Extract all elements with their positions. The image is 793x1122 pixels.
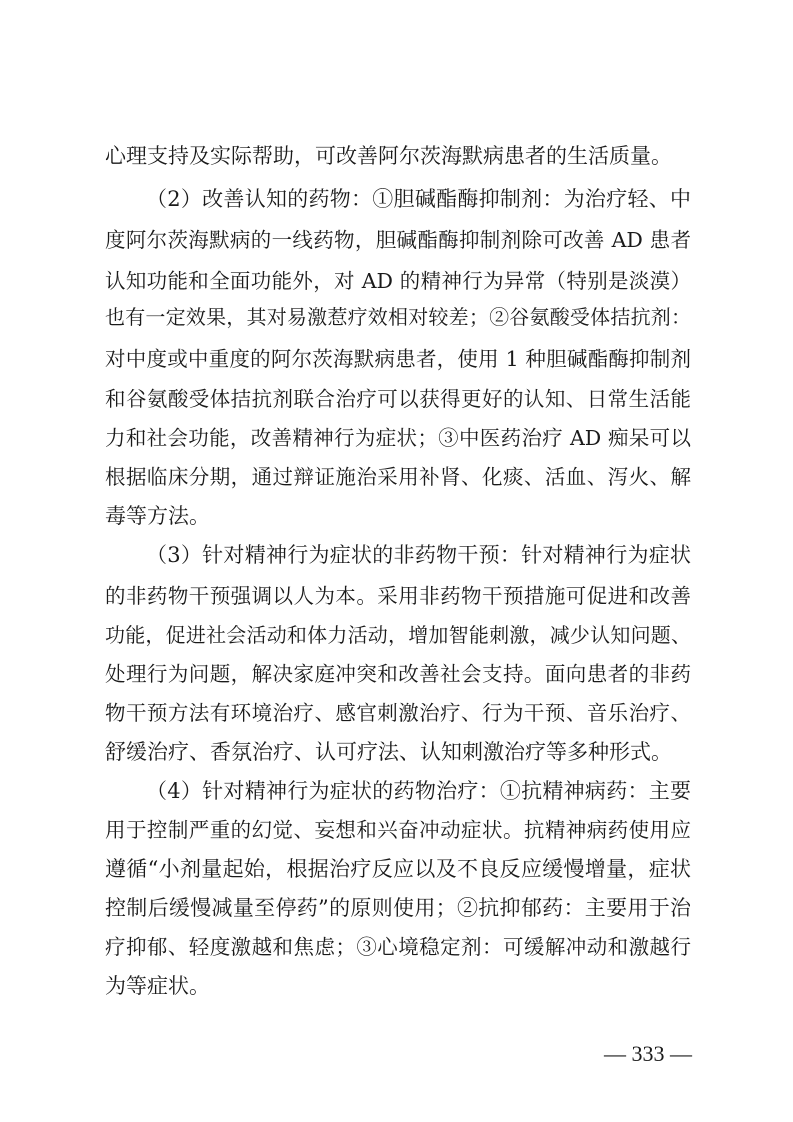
text-line: 认知功能和全面功能外，对 AD 的精神行为异常（特别是淡漠） xyxy=(105,269,691,293)
text-line: 为等症状。 xyxy=(105,974,210,998)
text-line: 功能，促进社会活动和体力活动，增加智能刺激，减少认知问题、 xyxy=(105,623,691,647)
text-line: 心理支持及实际帮助，可改善阿尔茨海默病患者的生活质量。 xyxy=(105,144,672,168)
text-line: 毒等方法。 xyxy=(105,504,210,528)
text-line: 力和社会功能，改善精神行为症状；③中医药治疗 AD 痴呆可以 xyxy=(105,426,691,450)
text-line: 用于控制严重的幻觉、妄想和兴奋冲动症状。抗精神病药使用应 xyxy=(105,818,691,842)
text-line: 和谷氨酸受体拮抗剂联合治疗可以获得更好的认知、日常生活能 xyxy=(105,387,691,411)
text-line: 也有一定效果，其对易激惹疗效相对较差；②谷氨酸受体拮抗剂： xyxy=(105,305,691,329)
text-line: 度阿尔茨海默病的一线药物，胆碱酯酶抑制剂除可改善 AD 患者 xyxy=(105,228,691,252)
text-line: 物干预方法有环境治疗、感官刺激治疗、行为干预、音乐治疗、 xyxy=(105,701,691,725)
text-line: （2）改善认知的药物：①胆碱酯酶抑制剂：为治疗轻、中 xyxy=(146,187,691,211)
text-line: 的非药物干预强调以人为本。采用非药物干预措施可促进和改善 xyxy=(105,584,691,608)
page-number: — 333 — xyxy=(604,1041,692,1066)
text-line: 遵循“小剂量起始，根据治疗反应以及不良反应缓慢增量，症状 xyxy=(105,857,691,881)
text-line: 疗抑郁、轻度激越和焦虑；③心境稳定剂：可缓解冲动和激越行 xyxy=(105,935,691,959)
text-line: 根据临床分期，通过辩证施治采用补肾、化痰、活血、泻火、解 xyxy=(105,465,691,489)
text-line: 对中度或中重度的阿尔茨海默病患者，使用 1 种胆碱酯酶抑制剂 xyxy=(105,347,691,371)
text-line: （3）针对精神行为症状的非药物干预：针对精神行为症状 xyxy=(146,543,691,567)
text-line: 控制后缓慢减量至停药”的原则使用；②抗抑郁药：主要用于治 xyxy=(105,896,691,920)
text-line: （4）针对精神行为症状的药物治疗：①抗精神病药：主要 xyxy=(146,779,691,803)
text-line: 舒缓治疗、香氛治疗、认可疗法、认知刺激治疗等多种形式。 xyxy=(105,740,672,764)
text-line: 处理行为问题，解决家庭冲突和改善社会支持。面向患者的非药 xyxy=(105,662,691,686)
